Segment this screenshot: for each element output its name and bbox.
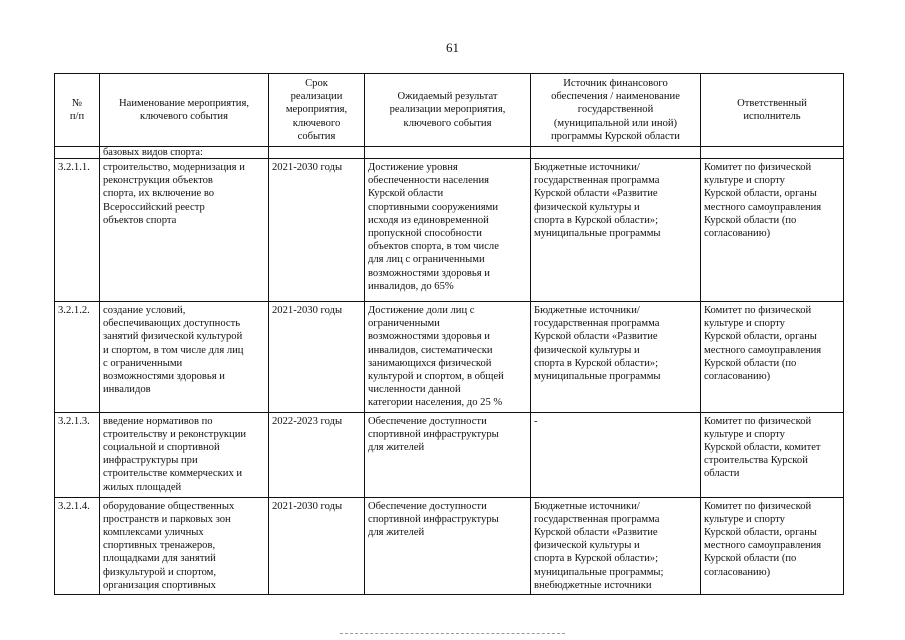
table-row [55,497,844,594]
header-number: № п/п [55,74,100,147]
row-executor: Комитет по физической культуре и спорту Курской области, органы местного самоуправления Курской области (по согласованию) [701,302,844,413]
row-term: 2021-2030 годы [269,159,365,302]
table-row [55,412,844,497]
table-header-row [55,74,844,147]
row-term: 2021-2030 годы [269,302,365,413]
row-executor: Комитет по физической культуре и спорту Курской области, комитет строительства Курской области [701,412,844,497]
row-funding-source: Бюджетные источники/ государственная программа Курской области «Развитие физической культуры и спорта в Курской области»; муниципальные программы [531,302,701,413]
row-term: 2021-2030 годы [269,497,365,594]
row-term: 2022-2023 годы [269,412,365,497]
row-event-name: строительство, модернизация и реконструкция объектов спорта, их включение во Всероссийский реестр объектов спорта [100,159,269,302]
header-executor: Ответственный исполнитель [701,74,844,147]
row-funding-source: Бюджетные источники/ государственная программа Курской области «Развитие физической культуры и спорта в Курской области»; муниципальные программы; внебюджетные источники [531,497,701,594]
scan-edge-marks [340,633,565,636]
row-number: 3.2.1.1. [55,159,100,302]
row-funding-source: - [531,412,701,497]
row-funding-source: Бюджетные источники/ государственная программа Курской области «Развитие физической культуры и спорта в Курской области»; муниципальные программы [531,159,701,302]
row-number: 3.2.1.2. [55,302,100,413]
row-event-name: введение нормативов по строительству и реконструкции социальной и спортивной инфраструктуры при строительстве коммерческих и жилых площадей [100,412,269,497]
row-expected-result: Достижение уровня обеспеченности населения Курской области спортивными сооружениями исходя из единовременной пропускной способности объектов спорта, в том числе для лиц с ограниченными возможностями здоровья и инвалидов, до 65% [365,159,531,302]
header-event-name: Наименование мероприятия, ключевого события [100,74,269,147]
row-expected-result: Обеспечение доступности спортивной инфраструктуры для жителей [365,412,531,497]
continuation-text: базовых видов спорта: [100,147,269,159]
continuation-row [55,147,844,159]
row-event-name: создание условий, обеспечивающих доступность занятий физической культурой и спортом, в том числе для лиц с ограниченными возможностями здоровья и инвалидов [100,302,269,413]
row-expected-result: Обеспечение доступности спортивной инфраструктуры для жителей [365,497,531,594]
row-number: 3.2.1.4. [55,497,100,594]
header-expected-result: Ожидаемый результат реализации мероприятия, ключевого события [365,74,531,147]
row-executor: Комитет по физической культуре и спорту Курской области, органы местного самоуправления Курской области (по согласованию) [701,497,844,594]
header-funding-source: Источник финансового обеспечения / наименование государственной (муниципальной или иной) программы Курской области [531,74,701,147]
row-expected-result: Достижение доли лиц с ограниченными возможностями здоровья и инвалидов, систематически занимающихся физической культурой и спортом, в общей численности данной категории населения, до 25 % [365,302,531,413]
events-table [54,73,844,595]
row-executor: Комитет по физической культуре и спорту Курской области, органы местного самоуправления Курской области (по согласованию) [701,159,844,302]
table-row [55,302,844,413]
table-row [55,159,844,302]
row-event-name: оборудование общественных пространств и парковых зон комплексами уличных спортивных тренажеров, площадками для занятий физкультурой и спортом, организация спортивных [100,497,269,594]
header-term: Срок реализации мероприятия, ключевого события [269,74,365,147]
page-number: 61 [446,40,459,55]
row-number: 3.2.1.3. [55,412,100,497]
